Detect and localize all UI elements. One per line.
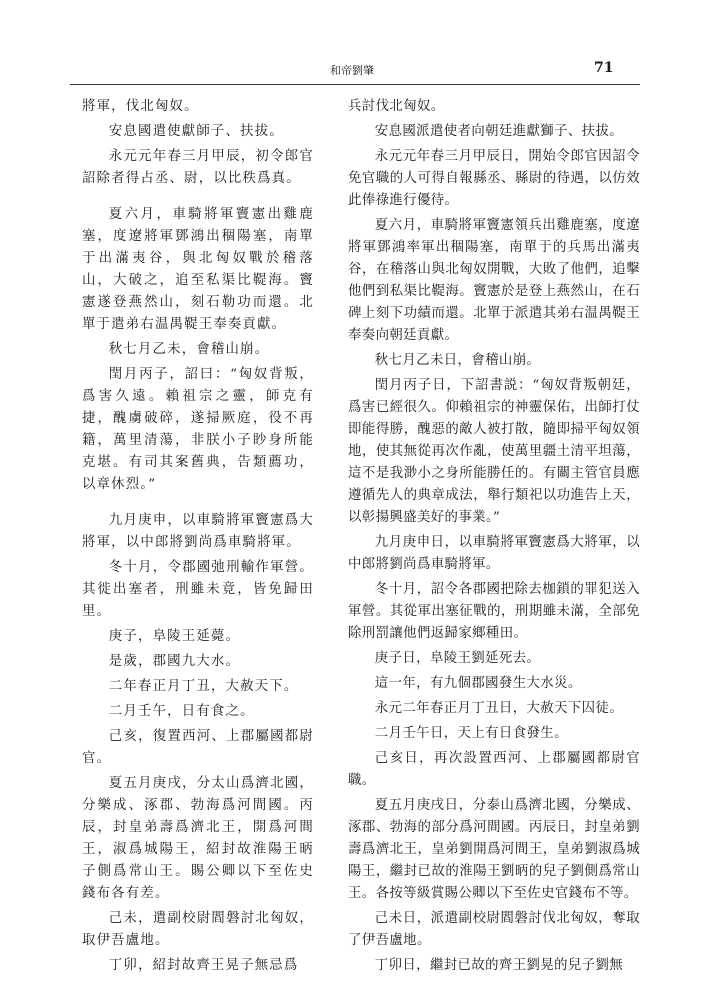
translation-paragraph: 夏六月，車騎將軍竇憲領兵出雞鹿塞，度遼將軍鄧鴻率軍出稒陽塞，南單于的兵馬出滿夷谷，在稽落山與北匈奴開戰，大敗了他們，追擊他們到私渠比鞮海。竇憲於是登上燕然山，在石碑上刻下功績而還。北單于派遣其弟右温禺鞮王奉奏向朝廷貢獻。 xyxy=(348,218,640,343)
translation-paragraph: 安息國派遣使者向朝廷進獻獅子、扶拔。 xyxy=(374,124,624,139)
translation-paragraph: 庚子日，阜陵王劉延死去。 xyxy=(374,651,541,666)
classical-paragraph: 冬十月，令郡國弛刑輸作軍營。其徙出塞者，刑雖未竟，皆免歸田里。 xyxy=(82,560,314,619)
classical-paragraph: 安息國遣使獻師子、扶拔。 xyxy=(108,124,284,139)
classical-paragraph: 己未，遣副校尉閻磐討北匈奴，取伊吾盧地。 xyxy=(82,911,314,948)
translation-paragraph: 永元二年春正月丁丑日，大赦天下囚徒。 xyxy=(374,701,624,716)
classical-paragraph: 己亥，復置西河、上郡屬國都尉官。 xyxy=(82,729,314,766)
translation-paragraph: 兵討伐北匈奴。 xyxy=(348,99,445,114)
translation-paragraph: 丁卯日，繼封已故的齊王劉晃的兒子劉無 xyxy=(374,958,624,973)
translation-paragraph: 閏月丙子日，下詔書説：“匈奴背叛朝廷，爲害已經很久。仰賴祖宗的神靈保佑，出師打仗即能得勝，醜惡的敵人被打散，隨即掃平匈奴領地，使其無從再次作亂，使萬里疆土清平坦蕩，這不是我渺小之身所能勝任的。有關主管官員應遵循先人的典章成法，舉行類祀以功進告上天，以彰揚興盛美好的事業。” xyxy=(348,378,640,525)
classical-paragraph: 將軍，伐北匈奴。 xyxy=(82,99,199,114)
classical-paragraph: 是歲，郡國九大水。 xyxy=(108,654,241,669)
header-rule xyxy=(70,84,640,85)
translation-paragraph: 己亥日，再次設置西河、上郡屬國都尉官職。 xyxy=(348,751,640,788)
translation-paragraph: 二月壬午日，天上有日食發生。 xyxy=(374,726,568,741)
classical-paragraph: 二年春正月丁丑，大赦天下。 xyxy=(108,679,299,694)
classical-paragraph: 永元元年春三月甲辰，初令郎官詔除者得占丞、尉，以比秩爲真。 xyxy=(82,149,314,186)
running-header-title: 和帝劉肇 xyxy=(330,64,374,77)
classical-paragraph: 閏月丙子，詔曰：“匈奴背叛，爲害久遠。賴祖宗之靈，師克有捷，醜虜破碎，遂掃厥庭，役不再籍，萬里清蕩，非朕小子眇身所能克堪。有司其案舊典，告類薦功，以章休烈。” xyxy=(82,367,314,492)
classical-paragraph: 夏六月，車騎將軍竇憲出雞鹿塞，度遼將軍鄧鴻出稒陽塞，南單于出滿夷谷，與北匈奴戰於稽落山，大破之，追至私渠比鞮海。竇憲遂登燕然山，刻石勒功而還。北單于遣弟右温禺鞮王奉奏貢獻。 xyxy=(82,207,314,332)
translation-paragraph: 己未日，派遣副校尉閻磐討伐北匈奴，奪取了伊吾盧地。 xyxy=(348,911,640,948)
translation-paragraph: 秋七月乙未日，會稽山崩。 xyxy=(374,353,541,368)
translation-paragraph: 九月庚申日，以車騎將軍竇憲爲大將軍，以中郎將劉尚爲車騎將軍。 xyxy=(348,535,640,572)
translation-paragraph: 冬十月，詔令各郡國把除去枷鎖的罪犯送入軍營。其從軍出塞征戰的，刑期雖未滿，全部免除刑罰讓他們返歸家鄉種田。 xyxy=(348,582,640,641)
classical-paragraph: 二月壬午，日有食之。 xyxy=(108,704,255,719)
translation-paragraph: 永元元年春三月甲辰日，開始令郎官因詔令免官職的人可得自報縣丞、縣尉的待遇，以仿效此俸祿進行優待。 xyxy=(348,149,640,208)
classical-paragraph: 丁卯，紹封故齊王晃子無忌爲 xyxy=(108,958,299,973)
page-number: 71 xyxy=(594,60,614,76)
classical-paragraph: 夏五月庚戌，分太山爲濟北國，分樂成、涿郡、勃海爲河間國。丙辰，封皇弟壽爲濟北王，開爲河間王，淑爲城陽王，紹封故淮陽王昞子側爲常山王。賜公卿以下至佐史錢布各有差。 xyxy=(82,776,314,901)
translation-paragraph: 夏五月庚戌日，分泰山爲濟北國，分樂成、涿郡、勃海的部分爲河間國。丙辰日，封皇弟劉壽爲濟北王，皇弟劉開爲河間王，皇弟劉淑爲城陽王，繼封已故的淮陽王劉昞的兒子劉側爲常山王。各按等級賞賜公卿以下至佐史官錢布不等。 xyxy=(348,798,640,901)
classical-text-column xyxy=(82,96,314,980)
translation-paragraph: 這一年，有九個郡國發生大水災。 xyxy=(374,676,582,691)
classical-paragraph: 秋七月乙未，會稽山崩。 xyxy=(108,342,270,357)
modern-translation-column xyxy=(348,96,640,980)
classical-paragraph: 九月庚申，以車騎將軍竇憲爲大將軍，以中郎將劉尚爲車騎將軍。 xyxy=(82,513,314,550)
classical-paragraph: 庚子，阜陵王延薨。 xyxy=(108,629,241,644)
